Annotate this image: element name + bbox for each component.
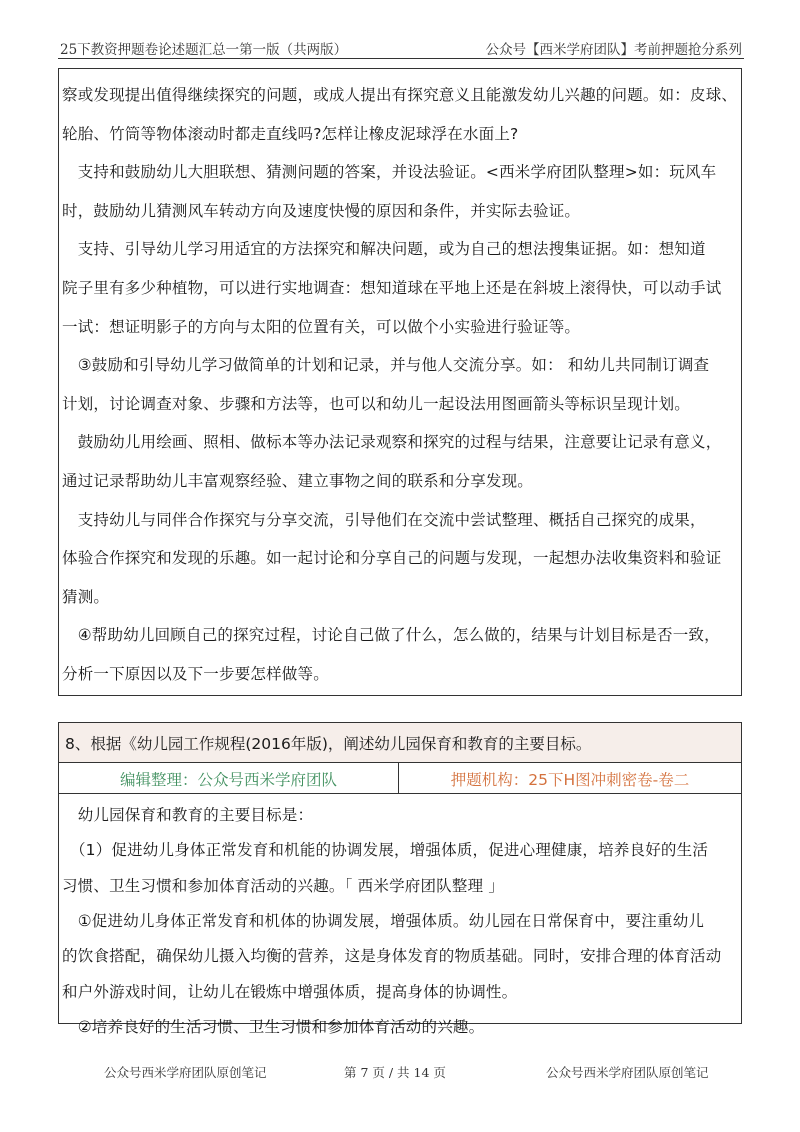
editor-credit: 编辑整理：公众号西米学府团队 <box>119 771 337 789</box>
text-line: ③鼓励和引导幼儿学习做简单的计划和记录，并与他人交流分享。如： 和幼儿共同制订调查 <box>62 356 710 375</box>
text-line: 一试：想证明影子的方向与太阳的位置有关，可以做个小实验进行验证等。 <box>62 317 581 336</box>
header-right-title: 公众号【西米学府团队】考前押题抢分系列 <box>485 42 742 58</box>
text-line: 的饮食搭配，确保幼儿摄入均衡的营养，这是身体发育的物质基础。同时，安排合理的体育活动 <box>62 947 722 966</box>
question-header-row <box>59 723 741 763</box>
question-meta-row <box>59 763 741 794</box>
text-line: 支持、引导幼儿学习用适宜的方法探究和解决问题，或为自己的想法搜集证据。如：想知道 <box>62 240 706 259</box>
text-line: 支持和鼓励幼儿大胆联想、猜测问题的答案，并设法验证。<西米学府团队整理>如：玩风车 <box>62 163 717 182</box>
text-line: ②培养良好的生活习惯、卫生习惯和参加体育活动的兴趣。 <box>62 1017 485 1036</box>
text-line: 习惯、卫生习惯和参加体育活动的兴趣。「 西米学府团队整理 」 <box>62 876 505 895</box>
text-line: 通过记录帮助幼儿丰富观察经验、建立事物之间的联系和分享发现。 <box>62 472 534 490</box>
question-title: 8、根据《幼儿园工作规程(2016年版)，阐述幼儿园保育和教育的主要目标。 <box>65 735 592 753</box>
text-line: 院子里有多少种植物，可以进行实地调查：想知道球在平地上还是在斜坡上滚得快，可以动手试 <box>62 279 722 297</box>
text-line: 察或发现提出值得继续探究的问题，或成人提出有探究意义且能激发幼儿兴趣的问题。如：皮球、 <box>62 86 738 104</box>
text-line: 计划，讨论调查对象、步骤和方法等，也可以和幼儿一起设法用图画箭头等标识呈现计划。 <box>62 394 691 413</box>
text-line: 猜测。 <box>62 587 110 606</box>
footer-right: 公众号西米学府团队原创笔记 <box>546 1065 709 1080</box>
footer-page-number: 第 7 页 / 共 14 页 <box>344 1065 446 1080</box>
text-line: 体验合作探究和发现的乐趣。如一起讨论和分享自己的问题与发现，一起想办法收集资料和验证 <box>62 549 722 568</box>
text-line: 分析一下原因以及下一步要怎样做等。 <box>62 665 329 683</box>
text-line: 鼓励幼儿用绘画、照相、做标本等办法记录观察和探究的过程与结果，注意要让记录有意义， <box>62 433 722 452</box>
page-header <box>58 36 744 59</box>
text-line: 和户外游戏时间，让幼儿在锻炼中增强体质，提高身体的协调性。 <box>62 982 518 1001</box>
text-line: ①促进幼儿身体正常发育和机体的协调发展，增强体质。幼儿园在日常保育中，要注重幼儿 <box>62 911 705 930</box>
header-left-title: 25下教资押题卷论述题汇总一第一版（共两版） <box>60 42 348 58</box>
footer-left: 公众号西米学府团队原创笔记 <box>104 1065 267 1080</box>
text-line: ④帮助幼儿回顾自己的探究过程，讨论自己做了什么，怎么做的，结果与计划目标是否一致， <box>62 626 720 645</box>
text-line: 时，鼓励幼儿猜测风车转动方向及速度快慢的原因和条件，并实际去验证。 <box>62 201 581 220</box>
text-line: 轮胎、竹筒等物体滚动时都走直线吗?怎样让橡皮泥球浮在水面上? <box>62 124 519 143</box>
text-line: （1）促进幼儿身体正常发育和机能的协调发展，增强体质，促进心理健康，培养良好的生活 <box>62 841 709 860</box>
text-line: 幼儿园保育和教育的主要目标是： <box>62 806 314 824</box>
text-line: 支持幼儿与同伴合作探究与分享交流，引导他们在交流中尝试整理、概括自己探究的成果， <box>62 510 706 529</box>
source-credit: 押题机构：25下H图冲刺密卷-卷二 <box>450 771 690 789</box>
